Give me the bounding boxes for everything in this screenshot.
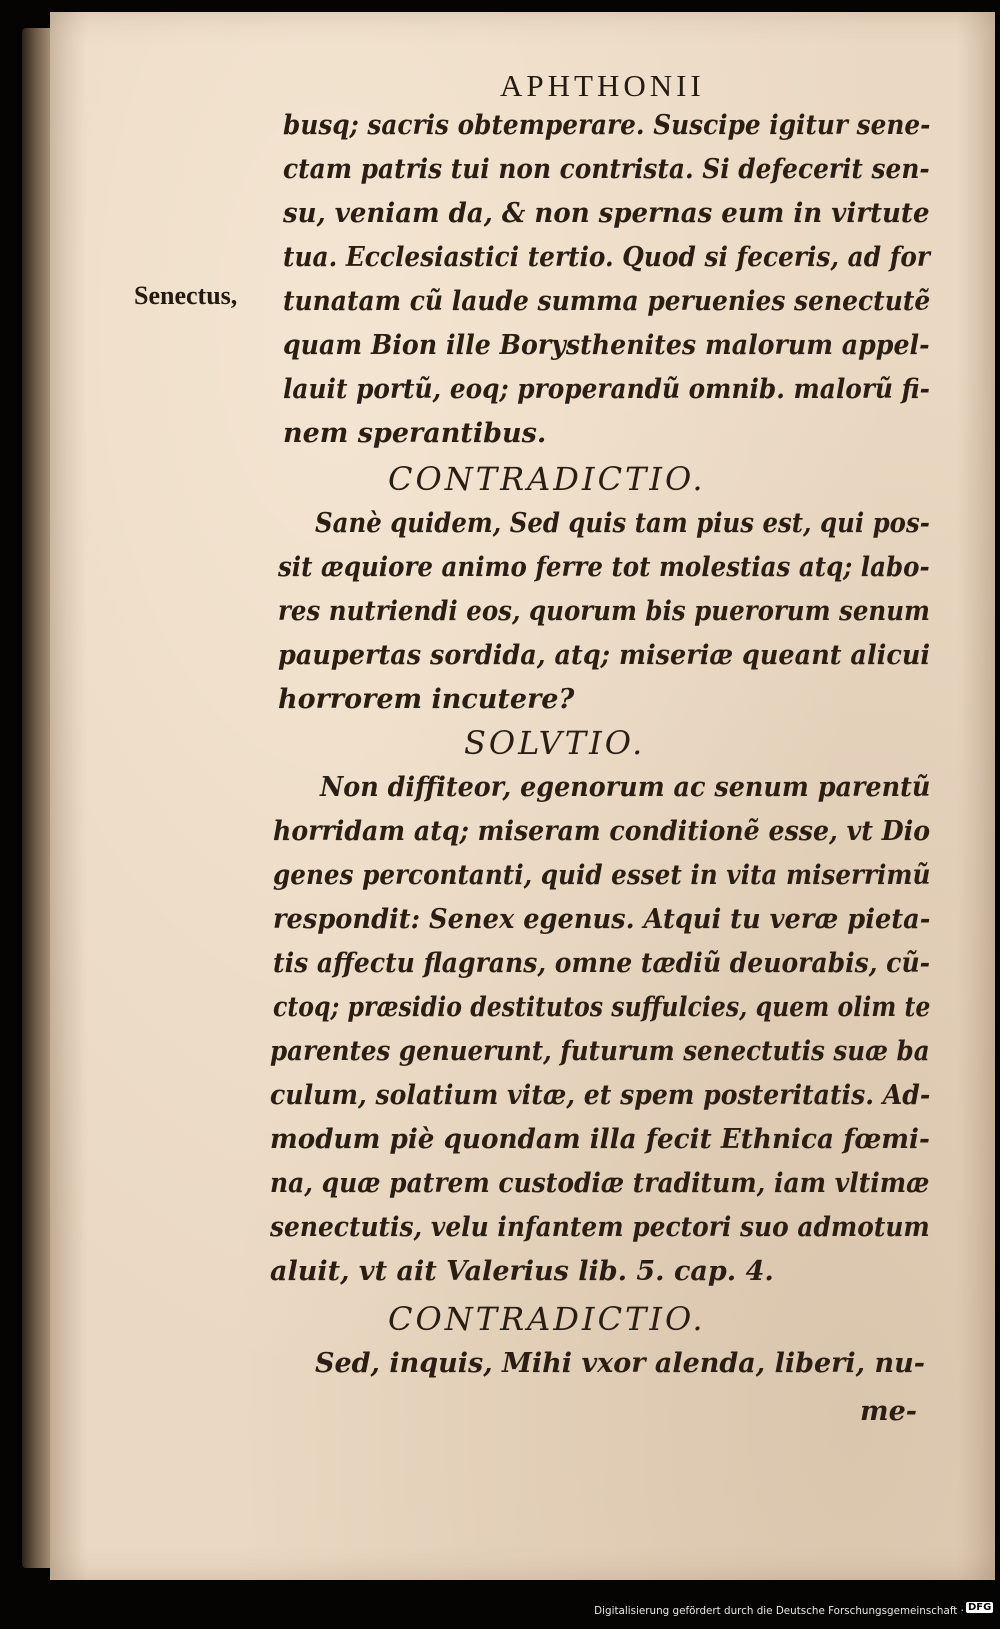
margin-note: Senectus, bbox=[134, 281, 238, 310]
text-line: tua. Ecclesiastici tertio. Quod si feceris, ad for bbox=[283, 242, 931, 273]
section-heading-contradictio: CONTRADICTIO. bbox=[388, 460, 706, 498]
text-line: busq; sacris obtemperare. Suscipe igitur sene- bbox=[283, 110, 931, 141]
text-line: tis affectu flagrans, omne tædiũ deuorabis, cũ- bbox=[273, 948, 931, 979]
text-line: Non diffiteor, egenorum ac senum parentũ bbox=[320, 772, 931, 803]
catchword: me- bbox=[860, 1396, 917, 1427]
text-line: respondit: Senex egenus. Atqui tu veræ pieta- bbox=[273, 904, 931, 935]
text-line: res nutriendi eos, quorum bis puerorum senum bbox=[278, 596, 930, 627]
text-line: parentes genuerunt, futurum senectutis suæ ba bbox=[270, 1036, 930, 1067]
text-line: horrorem incutere? bbox=[278, 684, 575, 715]
text-line: horridam atq; miseram conditionẽ esse, vt Dio bbox=[273, 816, 931, 847]
text-line: genes percontanti, quid esset in vita miserrimũ bbox=[273, 860, 931, 891]
text-line: modum piè quondam illa fecit Ethnica fœmi- bbox=[270, 1124, 930, 1155]
text-line: na, quæ patrem custodiæ traditum, iam vltimæ bbox=[270, 1168, 930, 1199]
dfg-logo: DFG bbox=[968, 1602, 992, 1613]
text-line: senectutis, velu infantem pectori suo admotum bbox=[270, 1212, 930, 1243]
text-line: ctam patris tui non contrista. Si defecerit sen- bbox=[283, 154, 930, 185]
text-line: Sanè quidem, Sed quis tam pius est, qui pos- bbox=[315, 508, 930, 539]
digitization-credit: Digitalisierung gefördert durch die Deutsche Forschungsgemeinschaft · bbox=[594, 1604, 964, 1617]
text-line: su, veniam da, & non spernas eum in virtute bbox=[283, 198, 930, 229]
text-line: Sed, inquis, Mihi vxor alenda, liberi, nu- bbox=[315, 1348, 925, 1379]
section-heading-contradictio: CONTRADICTIO. bbox=[388, 1300, 706, 1338]
text-line: lauit portũ, eoq; properandũ omnib. malorũ fi- bbox=[283, 374, 930, 405]
running-header: APHTHONII bbox=[500, 68, 705, 103]
text-line: culum, solatium vitæ, et spem posteritatis. Ad- bbox=[270, 1080, 931, 1111]
text-line: ctoq; præsidio destitutos suffulcies, quem olim te bbox=[273, 992, 931, 1023]
text-line: aluit, vt ait Valerius lib. 5. cap. 4. bbox=[270, 1256, 774, 1287]
text-line: sit æquiore animo ferre tot molestias atq; labo- bbox=[278, 552, 930, 583]
text-line: nem sperantibus. bbox=[283, 418, 547, 449]
text-line: tunatam cũ laude summa peruenies senectutẽ bbox=[283, 286, 931, 317]
text-line: quam Bion ille Borysthenites malorum appel- bbox=[283, 330, 930, 361]
text-line: paupertas sordida, atq; miseriæ queant alicui bbox=[278, 640, 931, 671]
section-heading-solutio: SOLVTIO. bbox=[464, 724, 646, 762]
